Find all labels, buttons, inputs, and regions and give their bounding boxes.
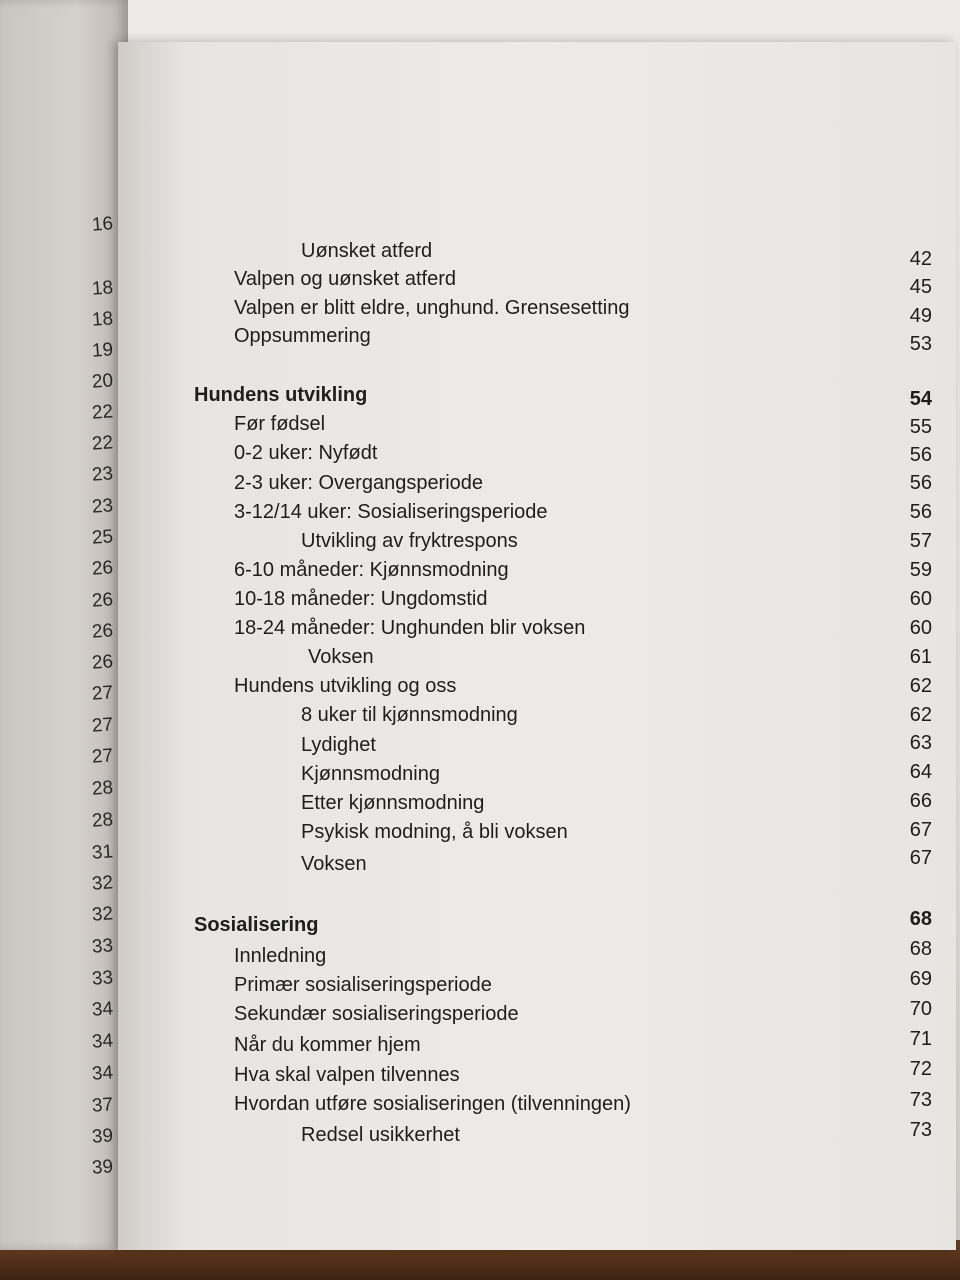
left-page-number: 18 [91,277,114,300]
left-page-number: 27 [91,745,114,768]
toc-entry [0,792,960,820]
toc-entry-page: 56 [909,501,932,523]
toc-entry-label: Redsel usikkerhet [301,1124,460,1146]
toc-entry [0,472,960,500]
toc-entry-page: 53 [909,333,932,355]
toc-entry-label: Valpen og uønsket atferd [234,268,456,290]
toc-entry-label: Sekundær sosialiseringsperiode [234,1003,519,1025]
toc-entry-page: 68 [909,908,932,930]
toc-entry-page: 56 [909,472,932,494]
left-page-number: 23 [91,463,114,486]
left-page-number: 26 [91,651,114,674]
toc-entry [0,821,960,849]
left-page-number: 18 [91,308,114,331]
toc-entry-page: 68 [909,938,932,960]
toc-entry [0,413,960,441]
toc-entry [0,968,960,1002]
left-page-number: 19 [91,339,114,362]
toc-entry-label: Sosialisering [194,914,319,936]
toc-entry-label: Psykisk modning, å bli voksen [301,821,568,843]
toc-entry-page: 62 [909,675,932,697]
toc-entry-label: Når du kommer hjem [234,1034,421,1056]
toc-entry-label: Oppsummering [234,325,371,347]
left-page-number: 33 [91,967,114,990]
toc-entry [0,938,960,973]
toc-entry-label: Valpen er blitt eldre, unghund. Grensesetting [234,297,630,319]
left-page-number: 26 [91,557,114,580]
left-page-number: 27 [91,682,114,705]
toc-entry-page: 67 [909,819,932,841]
left-page-number: 37 [91,1094,114,1117]
left-page-number: 22 [91,432,114,455]
toc-entry-page: 63 [909,732,932,754]
toc-entry-label: Innledning [234,945,327,967]
toc-entry-label: 3-12/14 uker: Sosialiseringsperiode [234,501,548,523]
left-page-number: 23 [91,495,114,518]
toc-entry [0,442,960,470]
left-page-number: 22 [91,401,114,424]
left-page-number: 25 [91,526,114,549]
toc-entry-label: Primær sosialiseringsperiode [234,974,492,996]
toc-entry-page: 45 [909,276,932,298]
left-page-number: 26 [91,589,114,612]
toc-entry [0,268,960,296]
toc-entry-page: 64 [909,761,932,783]
left-page-number: 28 [91,777,114,800]
toc-entry-label: Utvikling av fryktrespons [301,530,518,552]
toc-entry-label: Voksen [308,646,374,668]
toc-entry-label: Kjønnsmodning [301,763,440,785]
toc-entry [0,530,960,558]
toc-entry-page: 54 [909,388,932,410]
toc-entry-page: 69 [909,968,932,990]
left-page-number: 34 [91,998,114,1021]
left-page-number: 33 [91,935,114,958]
toc-entry-page: 42 [909,248,932,270]
left-page-number: 32 [91,872,114,895]
left-page-number: 20 [91,370,114,393]
toc-entry-page: 73 [909,1119,932,1141]
toc-entry [0,704,960,732]
toc-entry [0,675,960,703]
toc-entry-label: 18-24 måneder: Unghunden blir voksen [234,617,586,639]
toc-entry [0,617,960,645]
toc-entry [0,1119,960,1152]
toc-entry-page: 61 [909,646,932,668]
toc-entry [0,297,960,325]
toc-entry-label: 0-2 uker: Nyfødt [234,442,378,464]
toc-entry-page: 59 [909,559,932,581]
toc-entry-page: 72 [909,1058,932,1080]
toc-section-heading [0,384,960,412]
toc-entry-label: Hundens utvikling og oss [234,675,457,697]
left-page-number: 28 [91,809,114,832]
toc-entry [0,763,960,791]
toc-entry-page: 57 [909,530,932,552]
toc-section-heading [0,908,960,942]
toc-entry-page: 56 [909,444,932,466]
toc-entry [0,559,960,587]
toc-entry [0,998,960,1031]
toc-entry-page: 60 [909,588,932,610]
left-page-number: 26 [91,620,114,643]
toc-entry-label: Lydighet [301,734,376,756]
toc-entry-page: 71 [909,1028,932,1050]
toc-entry-page: 62 [909,704,932,726]
left-page-number: 31 [91,841,114,864]
toc-entry [0,501,960,529]
left-page-number: 39 [91,1125,114,1148]
toc-entry-label: Voksen [301,853,367,875]
toc-entry-label: Hundens utvikling [194,384,368,406]
toc-entry [0,1089,960,1121]
toc-entry-page: 73 [909,1089,932,1111]
toc-entry-page: 67 [909,847,932,869]
toc-entry-label: 6-10 måneder: Kjønnsmodning [234,559,509,581]
toc-entry [0,588,960,616]
left-page-number: 27 [91,714,114,737]
toc-entry [0,646,960,674]
toc-entry-label: Etter kjønnsmodning [301,792,485,814]
toc-entry-label: Hva skal valpen tilvennes [234,1064,460,1086]
toc-entry-page: 55 [909,416,932,438]
toc-entry-label: Uønsket atferd [301,240,433,262]
left-page-number: 34 [91,1030,114,1053]
toc-entry [0,1058,960,1092]
toc-entry-page: 60 [909,617,932,639]
toc-entry-page: 49 [909,305,932,327]
toc-entry-page: 70 [909,998,932,1020]
toc-entry [0,734,960,762]
toc-entry [0,240,960,268]
toc-entry-page: 66 [909,790,932,812]
toc-entry [0,325,960,353]
left-page-number: 32 [91,903,114,926]
toc-entry-label: 10-18 måneder: Ungdomstid [234,588,488,610]
toc-entry-label: Hvordan utføre sosialiseringen (tilvenningen) [234,1093,631,1115]
toc-entry-label: 2-3 uker: Overgangsperiode [234,472,484,494]
left-page-number: 34 [91,1062,114,1085]
left-page-number: 39 [91,1156,114,1179]
toc-entry-label: Før fødsel [234,413,326,435]
toc-entry-label: 8 uker til kjønnsmodning [301,704,518,726]
toc-entry [0,1028,960,1062]
left-page-number: 16 [91,213,114,236]
